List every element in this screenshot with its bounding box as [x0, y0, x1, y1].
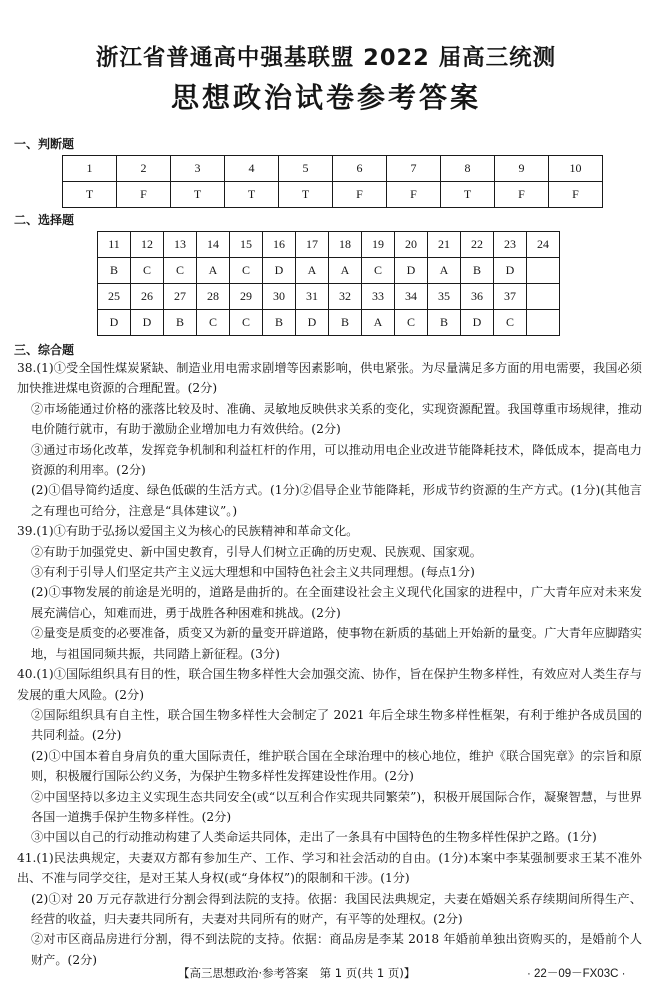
table-cell: T [279, 182, 333, 208]
judge-table-row [63, 156, 603, 182]
table-cell: 10 [549, 156, 603, 182]
choice-table-row [98, 310, 560, 336]
table-cell: 28 [197, 284, 230, 310]
answer-paragraph: ②国际组织具有自主性，联合国生物多样性大会制定了 2021 年后全球生物多样性框架，有利于维护各成员国的共同利益。(2分) [31, 707, 642, 743]
answer-paragraph: ②市场能通过价格的涨落比较及时、准确、灵敏地反映供求关系的变化，实现资源配置。我国尊重市场规律，推动电价随行就市，有助于激励企业增加电力有效供给。(2分) [31, 401, 642, 437]
table-cell: A [197, 258, 230, 284]
answer-paragraph: 39.(1)①有助于弘扬以爱国主义为核心的民族精神和革命文化。 [17, 524, 359, 539]
table-cell: 25 [98, 284, 131, 310]
table-cell: 15 [230, 232, 263, 258]
table-cell: 24 [527, 232, 560, 258]
table-cell: F [333, 182, 387, 208]
table-cell: B [263, 310, 296, 336]
footer-page-info: 【高三思想政治·参考答案 第 1 页(共 1 页)】 [178, 966, 416, 980]
table-cell: 9 [495, 156, 549, 182]
table-cell: A [362, 310, 395, 336]
comprehensive-answers [17, 358, 642, 970]
answer-paragraph: ③有利于引导人们坚定共产主义远大理想和中国特色社会主义共同理想。(每点1分) [31, 565, 475, 580]
answer-paragraph: ②量变是质变的必要准备，质变又为新的量变开辟道路，使事物在新质的基础上开始新的量变。广大青年应脚踏实地，与祖国同频共振，共同踏上新征程。(3分) [31, 626, 642, 661]
table-cell: C [197, 310, 230, 336]
answer-paragraph: ②有助于加强党史、新中国史教育，引导人们树立正确的历史观、民族观、国家观。 [31, 544, 482, 559]
table-cell: 37 [494, 284, 527, 310]
answer-paragraph: 40.(1)①国际组织具有目的性，联合国生物多样性大会加强交流、协作，旨在保护生物多样性，有效应对人类生存与发展的重大风险。(2分) [17, 667, 642, 702]
page-title-line1: 浙江省普通高中强基联盟 2022 届高三统测 [95, 45, 557, 71]
table-cell: C [230, 310, 263, 336]
footer-code: · 22－09－FX03C · [527, 968, 626, 980]
table-cell: 34 [395, 284, 428, 310]
table-cell: D [296, 310, 329, 336]
judge-table-row [63, 182, 603, 208]
table-cell: 29 [230, 284, 263, 310]
answer-paragraph: ②对市区商品房进行分割，得不到法院的支持。依据：商品房是李某 2018 年婚前单独出资购买的，是婚前个人财产。(2分) [31, 932, 642, 967]
table-cell: 23 [494, 232, 527, 258]
table-cell: 14 [197, 232, 230, 258]
choice-table-row [98, 232, 560, 258]
table-cell: 18 [329, 232, 362, 258]
table-cell: B [428, 310, 461, 336]
table-cell: 31 [296, 284, 329, 310]
table-cell: 3 [171, 156, 225, 182]
table-cell: 20 [395, 232, 428, 258]
table-cell: A [296, 258, 329, 284]
table-cell: 22 [461, 232, 494, 258]
table-cell: 4 [225, 156, 279, 182]
answer-paragraph: (2)①对 20 万元存款进行分割会得到法院的支持。依据：我国民法典规定，夫妻在婚姻关系存续期间所得生产、经营的收益，归夫妻共同所有，夫妻对共同所有的财产，有平等的处理权。(2分) [31, 891, 642, 926]
table-cell: D [131, 310, 164, 336]
table-cell: 2 [117, 156, 171, 182]
table-cell: C [362, 258, 395, 284]
table-cell: 12 [131, 232, 164, 258]
table-cell: 30 [263, 284, 296, 310]
answer-paragraph: ③通过市场化改革，发挥竞争机制和利益杠杆的作用，可以推动用电企业改进节能降耗技术，降低成本，提高电力资源的利用率。(2分) [31, 442, 642, 478]
table-cell: 5 [279, 156, 333, 182]
judge-answer-table [62, 155, 603, 208]
table-cell: C [494, 310, 527, 336]
table-cell: D [494, 258, 527, 284]
table-cell: C [164, 258, 197, 284]
answer-paragraph: ②中国坚持以多边主义实现生态共同安全(或“以互利合作实现共同繁荣”)，积极开展国际合作，凝聚智慧，与世界各国一道携手保护生物多样性。(2分) [31, 789, 642, 824]
table-cell: F [549, 182, 603, 208]
table-cell: 27 [164, 284, 197, 310]
table-cell: C [131, 258, 164, 284]
answer-paragraph: 41.(1)民法典规定，夫妻双方都有参加生产、工作、学习和社会活动的自由。(1分)本案中李某强制要求王某不准外出、不准与同学交往，是对王某人身权(或“身体权”)的限制和干涉。(1分) [17, 850, 642, 886]
table-cell: 36 [461, 284, 494, 310]
choice-table-row [98, 258, 560, 284]
table-cell: C [230, 258, 263, 284]
judge-section-title: 一、判断题 [14, 137, 75, 151]
answer-paragraph: (2)①中国本着自身肩负的重大国际责任，维护联合国在全球治理中的核心地位，维护《联合国宪章》的宗旨和原则，积极履行国际公约义务，为保护生物多样性发挥建设性作用。(2分) [31, 748, 642, 784]
comprehensive-section-title: 三、综合题 [14, 343, 75, 357]
table-cell: 33 [362, 284, 395, 310]
answer-paragraph: (2)①倡导简约适度、绿色低碳的生活方式。(1分)②倡导企业节能降耗，形成节约资源的生产方式。(1分)(其他言之有理也可给分，注意是“具体建议”。) [31, 483, 642, 518]
table-cell: B [164, 310, 197, 336]
table-cell [527, 310, 560, 336]
choice-section-title: 二、选择题 [14, 213, 75, 227]
table-cell: T [63, 182, 117, 208]
table-cell: 16 [263, 232, 296, 258]
table-cell: 13 [164, 232, 197, 258]
table-cell: 6 [333, 156, 387, 182]
table-cell: C [395, 310, 428, 336]
table-cell: T [225, 182, 279, 208]
table-cell: D [395, 258, 428, 284]
table-cell: F [495, 182, 549, 208]
table-cell: B [329, 310, 362, 336]
table-cell: D [461, 310, 494, 336]
table-cell: D [98, 310, 131, 336]
answer-paragraph: (2)①事物发展的前途是光明的，道路是曲折的。在全面建设社会主义现代化国家的进程中，广大青年应对未来发展充满信心，知难而进，勇于战胜各种困难和挑战。(2分) [31, 585, 642, 620]
choice-answer-table [97, 231, 560, 336]
table-cell: 17 [296, 232, 329, 258]
table-cell: 19 [362, 232, 395, 258]
table-cell: 26 [131, 284, 164, 310]
table-cell: 7 [387, 156, 441, 182]
table-cell: 21 [428, 232, 461, 258]
table-cell: F [117, 182, 171, 208]
answer-paragraph: 38.(1)①受全国性煤炭紧缺、制造业用电需求剧增等因素影响，供电紧张。为尽量满足多方面的用电需要，我国必须加快推进煤电资源的合理配置。(2分) [17, 361, 642, 396]
table-cell: 11 [98, 232, 131, 258]
table-cell: B [461, 258, 494, 284]
table-cell: 8 [441, 156, 495, 182]
table-cell: A [329, 258, 362, 284]
table-cell: 32 [329, 284, 362, 310]
table-cell: D [263, 258, 296, 284]
table-cell: 35 [428, 284, 461, 310]
table-cell [527, 258, 560, 284]
table-cell: A [428, 258, 461, 284]
table-cell: B [98, 258, 131, 284]
answer-paragraph: ③中国以自己的行动推动构建了人类命运共同体，走出了一条具有中国特色的生物多样性保护之路。(1分) [31, 830, 597, 845]
table-cell: T [171, 182, 225, 208]
table-cell [527, 284, 560, 310]
page-title-line2: 思想政治试卷参考答案 [170, 81, 481, 114]
choice-table-row [98, 284, 560, 310]
table-cell: T [441, 182, 495, 208]
table-cell: F [387, 182, 441, 208]
table-cell: 1 [63, 156, 117, 182]
